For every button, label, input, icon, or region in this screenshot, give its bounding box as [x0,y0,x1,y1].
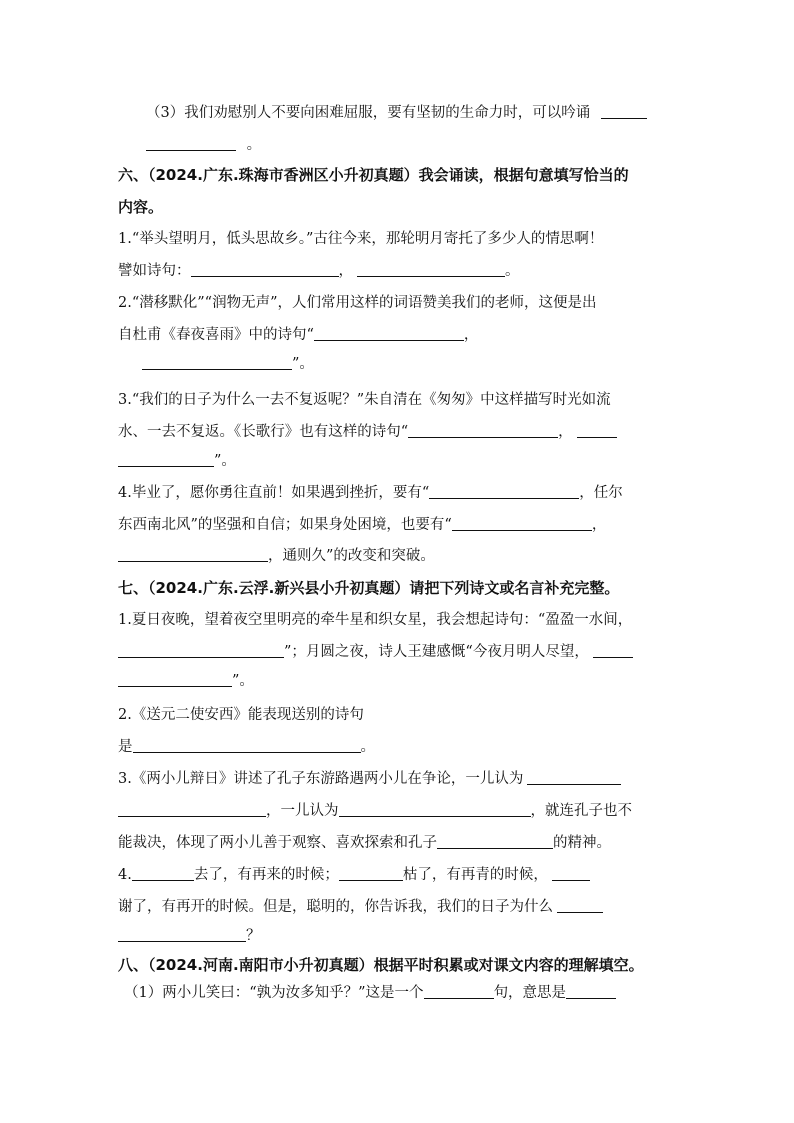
answer-blank[interactable] [133,738,361,753]
answer-blank[interactable] [191,262,339,277]
s7-q1-line1: 1.夏日夜晚，望着夜空里明亮的牵牛星和织女星，我会想起诗句：“盈盈一水间， [118,612,633,628]
answer-blank[interactable] [339,802,531,817]
comma: ， [338,263,353,279]
s8-q1-prefix: （1）两小儿笑曰：“孰为汝多知乎？”这是一个 [124,985,424,1001]
s6-q2-end: ”。 [292,356,314,372]
answer-blank[interactable] [577,423,617,438]
s6-q3-line1: 3.“我们的日子为什么一去不复返呢？”朱自清在《匆匆》中这样描写时光如流 [118,392,611,408]
period: 。 [505,263,520,279]
answer-blank[interactable] [437,834,553,849]
s7-q2-line1: 2.《送元二使安西》能表现送别的诗句 [118,707,364,723]
s7-q4-part-b: 枯了，有再青的时候， [402,867,548,883]
item-3-line [146,103,674,123]
s7-q4-line2 [118,897,674,917]
s6-q4-prefix: 4.毕业了，愿你勇往直前！如果遇到挫折，要有“ [118,485,430,501]
answer-blank[interactable] [566,984,616,999]
answer-blank[interactable] [408,423,558,438]
s6-q2-line3 [142,354,674,374]
answer-blank[interactable] [132,866,194,881]
s7-q4-text: 谢了，有再开的时候。但是，聪明的，你告诉我，我们的日子为什么 [118,899,553,915]
answer-blank[interactable] [429,484,579,499]
s7-q4-end: ？ [246,928,261,944]
s7-q1-line3 [118,671,674,691]
s8-q1-mid: 句，意思是 [493,985,567,1001]
answer-blank[interactable] [118,452,214,467]
s6-q2-line2 [118,325,674,345]
item-3-end: 。 [246,137,262,153]
answer-blank[interactable] [339,866,403,881]
s6-q3-end: ”。 [214,453,236,469]
s7-q4-line3 [118,926,674,946]
s7-q2-prefix: 是 [118,739,133,755]
s6-q4-end: ，通则久”的改变和突破。 [268,548,435,564]
item-3-text: （3）我们劝慰别人不要向困难屈服，要有坚韧的生命力时，可以吟诵 [146,105,591,121]
s7-q3-end: 的精神。 [553,835,611,851]
s7-q4-part-a: 去了，有再来的时候； [193,867,339,883]
answer-blank[interactable] [118,643,284,658]
s7-q1-line2 [118,642,674,662]
s7-q4-line1 [118,865,674,885]
s6-q4-prefix2: 东西南北风”的坚强和自信；如果身处困境，也要有“ [118,517,452,533]
s6-q4-suffix: ，任尔 [579,485,623,501]
s7-q3-line2 [118,801,674,821]
answer-blank[interactable] [314,326,464,341]
answer-blank[interactable] [118,927,246,942]
s6-q2-line1: 2.“潜移默化”“润物无声”，人们常用这样的词语赞美我们的老师，这便是出 [118,295,597,311]
s7-q3-prefix3: 能裁决，体现了两小儿善于观察、喜欢探索和孔子 [118,835,437,851]
answer-blank[interactable] [601,104,647,119]
answer-blank[interactable] [452,516,592,531]
answer-blank[interactable] [146,136,236,151]
section-6-title-cont: 内容。 [118,198,164,216]
comma: ， [558,424,573,440]
comma: ， [591,517,607,533]
answer-blank[interactable] [142,355,292,370]
s6-q4-line3 [118,546,674,566]
comma: ， [463,327,479,343]
s8-q1-line [124,983,674,1003]
s6-q2-prefix: 自杜甫《春夜喜雨》中的诗句“ [118,327,314,343]
s7-q3-mid: ，一儿认为 [266,803,339,819]
s7-q3-suffix: ，就连孔子也不 [530,803,632,819]
s7-q3-prefix: 3.《两小儿辩日》讲述了孔子东游路遇两小儿在争论，一儿认为 [118,771,524,787]
section-7-title: 七、（2024.广东.云浮.新兴县小升初真题）请把下列诗文或名言补充完整。 [118,579,620,597]
answer-blank[interactable] [557,898,603,913]
s7-q1-end: ”。 [232,673,254,689]
answer-blank[interactable] [527,770,621,785]
s7-q2-end: 。 [360,739,375,755]
s7-q4-prefix: 4. [118,867,132,883]
answer-blank[interactable] [118,672,232,687]
answer-blank[interactable] [552,866,590,881]
s6-q1-prefix: 譬如诗句： [118,263,191,279]
s7-q3-line1 [118,769,674,789]
s7-q2-line2 [118,737,674,757]
answer-blank[interactable] [593,643,633,658]
s6-q3-prefix: 水、一去不复返。《长歌行》也有这样的诗句“ [118,424,409,440]
s7-q1-mid: ”；月圆之夜，诗人王建感慨“今夜月明人尽望， [284,644,589,660]
s7-q3-line3 [118,833,674,853]
answer-blank[interactable] [424,984,494,999]
s6-q4-line2 [118,515,674,535]
s6-q1-line2 [118,261,674,281]
answer-blank[interactable] [118,802,266,817]
answer-blank[interactable] [118,547,268,562]
s6-q1-line1: 1.“举头望明月，低头思故乡。”古往今来，那轮明月寄托了多少人的情思啊！ [118,231,604,247]
s6-q3-line3 [118,451,674,471]
section-8-title: 八、（2024.河南.南阳市小升初真题）根据平时积累或对课文内容的理解填空。 [118,956,644,974]
section-6-title: 六、（2024.广东.珠海市香洲区小升初真题）我会诵读，根据句意填写恰当的 [118,166,629,184]
s6-q3-line2 [118,422,674,442]
s6-q4-line1 [118,483,674,503]
answer-blank[interactable] [357,262,505,277]
item-3-continuation [146,135,674,155]
